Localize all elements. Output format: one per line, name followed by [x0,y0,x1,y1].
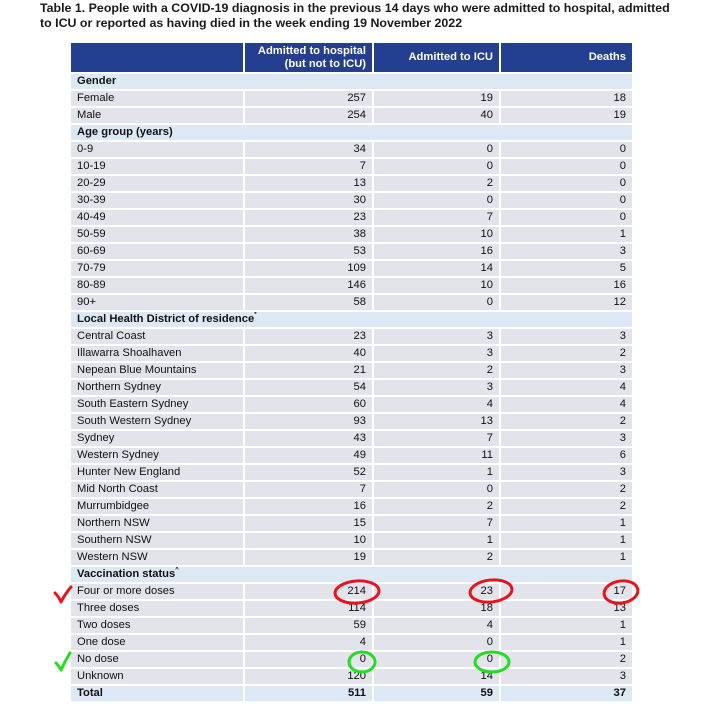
row-label: 0-9 [71,141,244,158]
table-row [71,600,632,617]
deaths-value: 3 [500,362,632,379]
row-label: No dose [71,651,244,668]
icu-value: 18 [373,600,500,617]
deaths-value: 2 [500,345,632,362]
table-row [71,549,632,566]
table-row [71,481,632,498]
section-row [71,311,632,328]
icu-value: 0 [373,294,500,311]
icu-value: 1 [373,464,500,481]
deaths-value: 4 [500,396,632,413]
row-label: 60-69 [71,243,244,260]
section-row [71,124,632,141]
hospital-value: 23 [244,328,373,345]
table-row [71,396,632,413]
hospital-value: 254 [244,107,373,124]
deaths-value: 1 [500,515,632,532]
hospital-value: 15 [244,515,373,532]
icu-value: 4 [373,396,500,413]
row-label: 80-89 [71,277,244,294]
icu-value: 11 [373,447,500,464]
icu-value: 4 [373,617,500,634]
table-body [71,73,632,702]
row-label: Western NSW [71,549,244,566]
deaths-value: 1 [500,549,632,566]
hospital-value: 60 [244,396,373,413]
table-row [71,294,632,311]
row-label: 90+ [71,294,244,311]
row-label: Northern Sydney [71,379,244,396]
hospital-value: 49 [244,447,373,464]
hospital-value: 114 [244,600,373,617]
icu-value: 3 [373,345,500,362]
section-row [71,73,632,90]
icu-value: 7 [373,515,500,532]
deaths-value: 19 [500,107,632,124]
table-row [71,515,632,532]
deaths-value: 2 [500,651,632,668]
table-row [71,243,632,260]
table-row [71,447,632,464]
row-label: Sydney [71,430,244,447]
hospital-value: 120 [244,668,373,685]
deaths-value: 3 [500,328,632,345]
header-deaths: Deaths [500,43,632,73]
header-icu: Admitted to ICU [373,43,500,73]
hospital-value: 10 [244,532,373,549]
total-row [71,685,632,702]
section-label-text: Local Health District of residence [77,313,255,325]
total-label: Total [71,685,244,702]
section-label-text: Age group (years) [77,126,173,138]
deaths-value: 2 [500,481,632,498]
icu-value: 13 [373,413,500,430]
deaths-value: 5 [500,260,632,277]
table-row [71,90,632,107]
footnote-marker: * [254,312,257,318]
row-label: 50-59 [71,226,244,243]
row-label: Four or more doses [71,583,244,600]
row-label: Central Coast [71,328,244,345]
table-row [71,668,632,685]
section-label [71,124,632,141]
icu-value: 0 [373,141,500,158]
total-hospital: 511 [244,685,373,702]
footnote-marker: ^ [175,567,179,573]
hospital-value: 146 [244,277,373,294]
section-label-text: Vaccination status [77,568,176,580]
table-row [71,192,632,209]
table-row [71,634,632,651]
row-label: Three doses [71,600,244,617]
table-row [71,328,632,345]
row-label: Nepean Blue Mountains [71,362,244,379]
hospital-value: 59 [244,617,373,634]
icu-value: 7 [373,430,500,447]
row-label: Female [71,90,244,107]
hospital-value: 13 [244,175,373,192]
header-row [71,43,632,73]
row-label: Two doses [71,617,244,634]
icu-value: 0 [373,158,500,175]
table-row [71,260,632,277]
hospital-value: 34 [244,141,373,158]
deaths-value: 0 [500,175,632,192]
row-label: Southern NSW [71,532,244,549]
icu-value: 10 [373,226,500,243]
table-row [71,158,632,175]
table-row [71,209,632,226]
table-row [71,532,632,549]
table-row [71,226,632,243]
table-row [71,107,632,124]
deaths-value: 2 [500,413,632,430]
deaths-value: 18 [500,90,632,107]
hospital-value: 52 [244,464,373,481]
row-label: Mid North Coast [71,481,244,498]
deaths-value: 3 [500,243,632,260]
icu-value: 1 [373,532,500,549]
deaths-value: 2 [500,498,632,515]
row-label: Illawarra Shoalhaven [71,345,244,362]
hospital-value: 21 [244,362,373,379]
hospital-value: 40 [244,345,373,362]
table-row [71,277,632,294]
table-row [71,175,632,192]
row-label: 20-29 [71,175,244,192]
section-label [71,566,632,583]
section-row [71,566,632,583]
hospital-value: 16 [244,498,373,515]
table-row [71,617,632,634]
row-label: 70-79 [71,260,244,277]
icu-value: 14 [373,668,500,685]
table-row [71,345,632,362]
deaths-value: 12 [500,294,632,311]
hospital-value: 19 [244,549,373,566]
row-label: Male [71,107,244,124]
header-blank [71,43,244,73]
table-row [71,498,632,515]
icu-value: 2 [373,175,500,192]
row-label: South Western Sydney [71,413,244,430]
total-icu: 59 [373,685,500,702]
table-row [71,430,632,447]
hospital-value: 53 [244,243,373,260]
hospital-value: 7 [244,481,373,498]
table-row [71,362,632,379]
row-label: Northern NSW [71,515,244,532]
row-label: One dose [71,634,244,651]
deaths-value: 3 [500,430,632,447]
deaths-value: 4 [500,379,632,396]
row-label: South Eastern Sydney [71,396,244,413]
table-title: Table 1. People with a COVID-19 diagnosis in the previous 14 days who were admitted to hospital, admitted to ICU or reported as having died in the week ending 19 November 2022 [40,1,670,30]
deaths-value: 16 [500,277,632,294]
icu-value: 2 [373,549,500,566]
hospital-value: 4 [244,634,373,651]
icu-value: 0 [373,481,500,498]
table-row [71,141,632,158]
table-row [71,583,632,600]
hospital-value: 54 [244,379,373,396]
icu-value: 10 [373,277,500,294]
icu-value: 2 [373,498,500,515]
icu-value: 0 [373,192,500,209]
deaths-value: 6 [500,447,632,464]
icu-value: 16 [373,243,500,260]
icu-value: 23 [373,583,500,600]
deaths-value: 3 [500,668,632,685]
hospital-value: 58 [244,294,373,311]
icu-value: 2 [373,362,500,379]
row-label: Hunter New England [71,464,244,481]
deaths-value: 0 [500,209,632,226]
section-label [71,73,632,90]
icu-value: 3 [373,379,500,396]
row-label: Murrumbidgee [71,498,244,515]
header-hospital-line2: (but not to ICU) [284,57,366,70]
icu-value: 7 [373,209,500,226]
deaths-value: 1 [500,634,632,651]
hospital-value: 30 [244,192,373,209]
covid-table [71,43,632,703]
section-label-text: Gender [77,75,117,87]
hospital-value: 38 [244,226,373,243]
table-row [71,651,632,668]
hospital-value: 43 [244,430,373,447]
hospital-value: 109 [244,260,373,277]
icu-value: 19 [373,90,500,107]
deaths-value: 17 [500,583,632,600]
row-label: Unknown [71,668,244,685]
icu-value: 40 [373,107,500,124]
hospital-value: 23 [244,209,373,226]
hospital-value: 214 [244,583,373,600]
icu-value: 0 [373,634,500,651]
row-label: 40-49 [71,209,244,226]
header-hospital [244,43,373,73]
hospital-value: 257 [244,90,373,107]
hospital-value: 7 [244,158,373,175]
icu-value: 14 [373,260,500,277]
table-row [71,464,632,481]
deaths-value: 13 [500,600,632,617]
row-label: 10-19 [71,158,244,175]
table-row [71,379,632,396]
row-label: 30-39 [71,192,244,209]
green-check-icon [56,653,70,670]
hospital-value: 0 [244,651,373,668]
row-label: Western Sydney [71,447,244,464]
icu-value: 3 [373,328,500,345]
red-check-icon [55,587,71,602]
deaths-value: 3 [500,464,632,481]
deaths-value: 1 [500,617,632,634]
deaths-value: 0 [500,158,632,175]
deaths-value: 0 [500,141,632,158]
deaths-value: 1 [500,226,632,243]
table-row [71,413,632,430]
section-label [71,311,632,328]
hospital-value: 93 [244,413,373,430]
icu-value: 0 [373,651,500,668]
total-deaths: 37 [500,685,632,702]
deaths-value: 0 [500,192,632,209]
deaths-value: 1 [500,532,632,549]
header-hospital-line1: Admitted to hospital [257,44,366,57]
